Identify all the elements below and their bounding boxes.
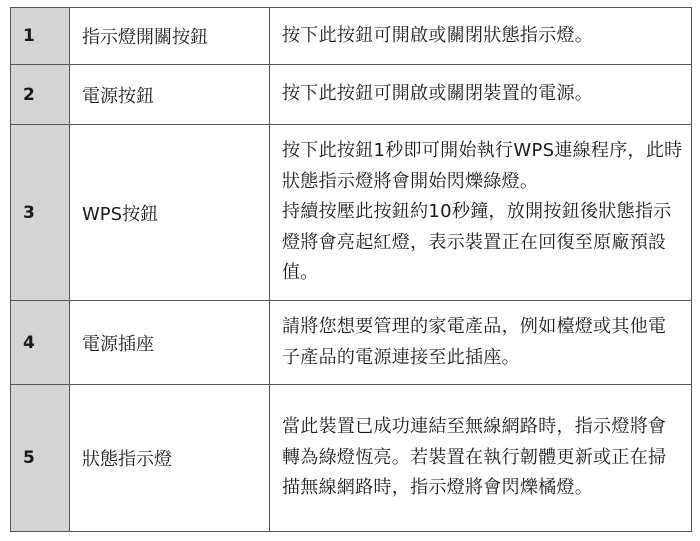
item-description bbox=[270, 8, 692, 65]
row-number: 5 bbox=[11, 385, 70, 532]
description-text: 按下此按鈕可開啟或關閉狀態指示燈。 bbox=[282, 24, 594, 46]
description-text: 按下此按鈕1秒即可開始執行WPS連線程序，此時狀態指示燈將會開始閃爍綠燈。 bbox=[282, 140, 683, 192]
table-row bbox=[11, 125, 692, 301]
table-row bbox=[11, 301, 692, 385]
table-row bbox=[11, 65, 692, 125]
table-row bbox=[11, 385, 692, 532]
row-number: 1 bbox=[11, 8, 70, 65]
item-name: 電源按鈕 bbox=[70, 65, 270, 125]
description-text: 按下此按鈕可開啟或關閉裝置的電源。 bbox=[282, 83, 594, 105]
item-name: WPS按鈕 bbox=[70, 125, 270, 301]
description-text: 持續按壓此按鈕約10秒鐘，放開按鈕後狀態指示燈將會亮起紅燈，表示裝置正在回復至原廠預設值。 bbox=[282, 201, 672, 284]
description-text: 當此裝置已成功連結至無線網路時，指示燈將會轉為綠燈恆亮。若裝置在執行韌體更新或正在掃描無線網路時，指示燈將會閃爍橘燈。 bbox=[282, 416, 667, 499]
item-name: 電源插座 bbox=[70, 301, 270, 385]
item-description bbox=[270, 125, 692, 301]
description-text: 請將您想要管理的家電產品，例如檯燈或其他電子產品的電源連接至此插座。 bbox=[282, 316, 667, 368]
table-row bbox=[11, 8, 692, 65]
button-description-table bbox=[10, 7, 692, 532]
item-description bbox=[270, 385, 692, 532]
item-name: 指示燈開關按鈕 bbox=[70, 8, 270, 65]
item-description bbox=[270, 301, 692, 385]
item-name: 狀態指示燈 bbox=[70, 385, 270, 532]
row-number: 4 bbox=[11, 301, 70, 385]
row-number: 2 bbox=[11, 65, 70, 125]
row-number: 3 bbox=[11, 125, 70, 301]
item-description bbox=[270, 65, 692, 125]
